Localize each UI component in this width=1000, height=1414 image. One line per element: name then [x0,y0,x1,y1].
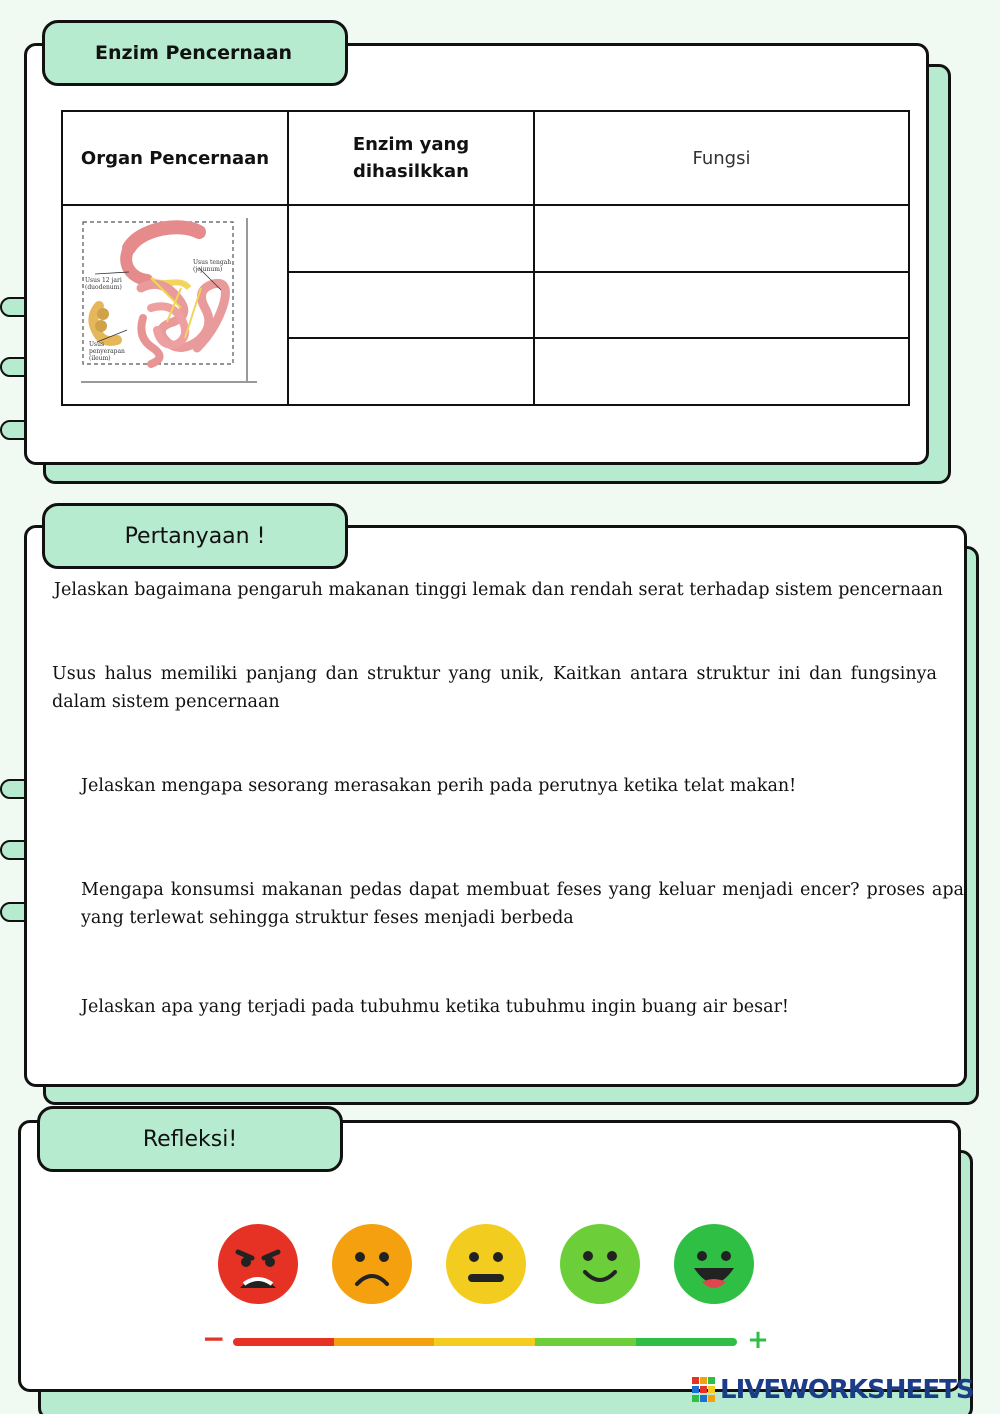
very-happy-face-icon[interactable] [674,1224,754,1304]
enzyme-section-title [42,20,348,86]
neutral-face-icon[interactable] [446,1224,526,1304]
section-title-text: Pertanyaan ! [124,523,266,549]
svg-text:Usus tengah: Usus tengah [193,259,232,266]
svg-text:(jejunum): (jejunum) [193,266,223,273]
sad-face-icon[interactable] [332,1224,412,1304]
svg-text:Usus: Usus [89,341,105,348]
small-intestine-diagram [81,218,257,386]
very-sad-face-icon[interactable] [218,1224,298,1304]
scale-segment [233,1338,334,1346]
section-title-text: Refleksi! [142,1126,238,1152]
svg-text:penyerapan: penyerapan [89,348,125,355]
liveworksheets-logo [692,1374,974,1406]
header-enzyme-text: Enzim yang dihasilkkan [352,134,470,182]
liveworksheets-logo-text: LIVEWORKSHEETS [720,1375,974,1405]
table-header-row [62,111,909,205]
reflection-section-title [37,1106,343,1172]
organ-image-cell [62,205,288,405]
header-organ: Organ Pencernaan [62,111,288,205]
scale-segment [434,1338,535,1346]
enzyme-answer-cell[interactable] [288,272,534,339]
scale-segment [636,1338,737,1346]
enzyme-answer-cell[interactable] [288,205,534,272]
question-3: Jelaskan mengapa sesorang merasakan perih pada perutnya ketika telat makan! [81,776,797,796]
question-5: Jelaskan apa yang terjadi pada tubuhmu ketika tubuhmu ingin buang air besar! [81,997,789,1017]
header-enzyme [288,111,534,205]
questions-section-title [42,503,348,569]
function-answer-cell[interactable] [534,272,909,339]
scale-plus-icon: + [747,1325,769,1355]
function-answer-cell[interactable] [534,205,909,272]
question-4: Mengapa konsumsi makanan pedas dapat membuat feses yang keluar menjadi encer? proses apa yang terlewat sehingga struktur feses menjadi berbeda [81,880,964,928]
function-answer-cell[interactable] [534,338,909,405]
question-2: Usus halus memiliki panjang dan struktur yang unik, Kaitkan antara struktur ini dan fungsinya dalam sistem pencernaan [52,664,937,712]
scale-segment [535,1338,636,1346]
table-row [62,205,909,272]
svg-text:(duodenum): (duodenum) [85,284,122,291]
happy-face-icon[interactable] [560,1224,640,1304]
section-title-text: Enzim Pencernaan [95,42,293,64]
question-1: Jelaskan bagaimana pengaruh makanan tinggi lemak dan rendah serat terhadap sistem pencernaan [54,580,943,600]
enzyme-answer-cell[interactable] [288,338,534,405]
scale-minus-icon: − [202,1322,226,1355]
svg-text:(ileum): (ileum) [89,355,111,362]
header-function: Fungsi [534,111,909,205]
scale-segment [334,1338,434,1346]
enzyme-table [61,110,910,406]
liveworksheets-logo-icon [692,1377,716,1403]
svg-text:Usus 12 jari: Usus 12 jari [85,277,122,284]
